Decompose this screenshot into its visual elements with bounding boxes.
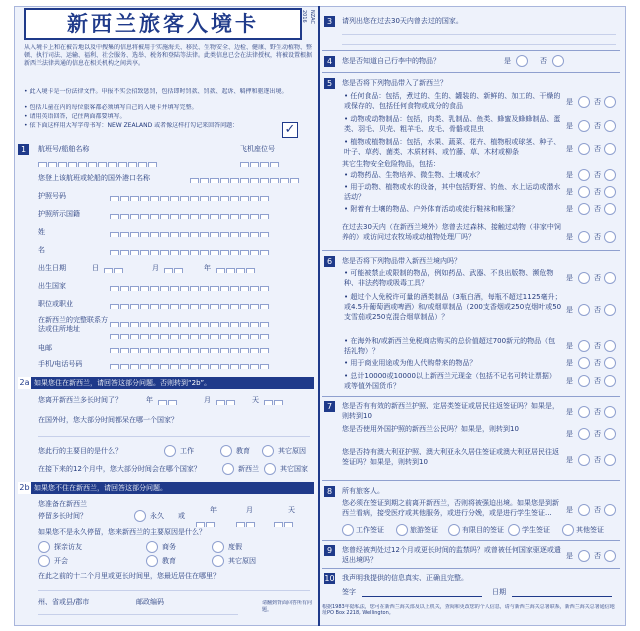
q7-yes-label: 是 — [566, 408, 573, 416]
next-other-radio[interactable] — [264, 463, 276, 475]
last-residence-line[interactable] — [38, 590, 310, 591]
passport-country-input[interactable] — [110, 208, 312, 219]
section-number: 1 — [18, 144, 29, 155]
last-residence-label: 在此之前的十二个月里或更长时间里，您最近居住在哪里？ — [38, 572, 220, 580]
q7-item: 您是否有有效的新西兰护照、定居类签证或居民往返签证吗？如果是，则转到10 — [342, 402, 559, 420]
given-name-label: 名 — [38, 246, 45, 254]
reason-visiting-label: 探亲访友 — [54, 543, 82, 551]
next-nz-label: 新西兰 — [238, 465, 259, 473]
q6-alcohol-no[interactable] — [604, 304, 616, 316]
birth-country-input[interactable] — [110, 280, 312, 291]
reason-conference-label: 开会 — [54, 557, 68, 565]
dob-year-input[interactable] — [216, 262, 264, 273]
surname-input[interactable] — [110, 226, 312, 237]
q7-yes-label: 是 — [566, 430, 573, 438]
q6-item: • 可能被禁止或限制的物品，例如药品、武器、不良出版物、濒危物种、非法药物或吸毒工具？ — [344, 268, 562, 288]
q6-no-label: 否 — [594, 306, 601, 314]
q10-text: 我声明我提供的信息真实、正确且完整。 — [342, 574, 468, 582]
reason-business-radio[interactable] — [146, 541, 158, 553]
q5-medicine-no[interactable] — [604, 169, 616, 181]
q5-yes-label: 是 — [566, 171, 573, 179]
time-away-days[interactable] — [264, 394, 288, 405]
signature-line[interactable] — [362, 596, 482, 597]
q5-no-label: 否 — [594, 171, 601, 179]
stay-unit-month: 月 — [246, 506, 253, 514]
q6-no-label: 否 — [594, 274, 601, 282]
privacy-footer: 根据1983年隐私法，您可在新西兰海关部及以上机关，查阅和更改您的个人信息，请与新西兰海关总署联系，新西兰海关总署通信地址PO Box 2218, Wellington。 — [322, 604, 615, 616]
question-number: 3 — [324, 16, 335, 27]
email-input[interactable] — [110, 342, 312, 353]
visa-limited-radio[interactable] — [448, 524, 460, 536]
country-spent-label: 在国外时，您大部分时间都呆在哪一个国家？ — [38, 416, 178, 424]
stay-or-label: 或 — [178, 512, 185, 520]
q5-item: • 用于动物、植物或水的设备，其中包括野营、钓鱼、水上运动或潜水活动？ — [344, 182, 562, 202]
date-line[interactable] — [512, 596, 612, 597]
q4-yes-radio[interactable] — [516, 55, 528, 67]
form-code: NZAC 2016 — [301, 10, 315, 24]
stay-permanent-radio[interactable] — [134, 510, 146, 522]
q5-no-label: 否 — [594, 188, 601, 196]
divider — [322, 250, 620, 251]
visa-other-radio[interactable] — [562, 524, 574, 536]
stay-unit-year: 年 — [210, 506, 217, 514]
port-input[interactable] — [190, 172, 312, 183]
question-number: 4 — [324, 56, 335, 67]
q8-yes-radio[interactable] — [578, 504, 590, 516]
dob-label: 出生日期 — [38, 264, 66, 272]
reason-business-label: 商务 — [162, 543, 176, 551]
date-label: 日期 — [492, 588, 506, 596]
reason-holiday-radio[interactable] — [212, 541, 224, 553]
q6-restricted-no[interactable] — [604, 272, 616, 284]
q7-citizen-yes[interactable] — [578, 428, 590, 440]
reason-education-label: 教育 — [162, 557, 176, 565]
q5-yes-label: 是 — [566, 122, 573, 130]
reason-other-radio[interactable] — [212, 555, 224, 567]
q3-text: 请列出您在过去30天内曾去过的国家。 — [342, 17, 463, 25]
purpose-other-label: 其它原因 — [278, 447, 306, 455]
q7-australia-yes[interactable] — [578, 454, 590, 466]
q8-no-radio[interactable] — [604, 504, 616, 516]
q5-animal-yes[interactable] — [578, 120, 590, 132]
q6-yes-label: 是 — [566, 377, 573, 385]
q5-item: • 任何食品：包括，煮过的、生的、罐装的、新鲜的、加工的、干燥的或保存的、包括任何食物或成分的食品 — [344, 91, 562, 111]
section-2b-title: 如果您不住在新西兰，请回答这部分问题。 — [34, 484, 167, 492]
q3-line-1[interactable] — [342, 34, 616, 35]
occupation-label: 职位或职业 — [38, 300, 73, 308]
address-input-line2[interactable] — [110, 328, 312, 339]
next-12-months-label: 在接下来的12个月中，您大部分时间会在哪个国家？ — [38, 465, 201, 473]
question-number: 9 — [324, 545, 335, 556]
question-number: 10 — [324, 574, 335, 583]
q7-nz-passport-no[interactable] — [604, 406, 616, 418]
dob-month-label: 月 — [152, 264, 159, 272]
q9-no-radio[interactable] — [604, 550, 616, 562]
stay-years-input[interactable] — [196, 516, 220, 527]
q5-text: 您是否将下列物品带入了新西兰？ — [342, 79, 447, 87]
purpose-work-label: 工作 — [180, 447, 194, 455]
reason-conference-radio[interactable] — [38, 555, 50, 567]
column-divider — [318, 6, 320, 626]
q9-text: 您曾经被判处过12个月或更长时间的监禁吗？或曾被任何国家驱逐或遣返出境吗？ — [342, 546, 561, 564]
stay-days-input[interactable] — [274, 516, 298, 527]
q5-no-label: 否 — [594, 233, 601, 241]
q5-soil-yes[interactable] — [578, 203, 590, 215]
passport-country-label: 护照所示国籍 — [38, 210, 80, 218]
stay-length-label-2: 停留多长时间？ — [38, 512, 87, 520]
purpose-other-radio[interactable] — [262, 445, 274, 457]
q6-cash-yes[interactable] — [578, 375, 590, 387]
reason-other-label: 其它原因 — [228, 557, 256, 565]
q5-equipment-no[interactable] — [604, 186, 616, 198]
q8-yes-label: 是 — [566, 506, 573, 514]
occupation-input[interactable] — [110, 298, 312, 309]
visa-work-radio[interactable] — [342, 524, 354, 536]
visa-student-label: 学生签证 — [522, 526, 550, 534]
q5-yes-label: 是 — [566, 98, 573, 106]
q6-yes-label: 是 — [566, 359, 573, 367]
q6-item: • 超过个人免税许可量的酒类制品（3瓶白酒，每瓶不超过1125毫升；或4.5升葡萄酒或啤酒）和/或烟草制品（200支香烟或250克烟叶或50支雪茄或250克混合烟草制品）？ — [344, 292, 562, 332]
q7-citizen-no[interactable] — [604, 428, 616, 440]
intro-bullet: • 依下面这样用大写字母书写：NEW ZEALAND 或者像这样打勾记来回答问题： — [24, 122, 294, 131]
q8-text: 所有旅客人。 — [342, 487, 384, 495]
q7-item: 您是否持有澳大利亚护照、澳大利亚永久居住签证或澳大利亚居民往返签证吗？如果是，则转到10 — [342, 448, 559, 466]
divider — [322, 72, 620, 73]
q6-commercial-yes[interactable] — [578, 357, 590, 369]
q7-no-label: 否 — [594, 456, 601, 464]
q7-nz-passport-yes[interactable] — [578, 406, 590, 418]
visa-other-label: 其他签证 — [576, 526, 604, 534]
stay-unit-day: 天 — [288, 506, 295, 514]
purpose-education-radio[interactable] — [220, 445, 232, 457]
q6-restricted-yes[interactable] — [578, 272, 590, 284]
time-away-label: 您离开新西兰多长时间了？ — [38, 396, 122, 404]
address-input-line1[interactable] — [110, 316, 312, 327]
phone-input[interactable] — [110, 358, 312, 369]
q6-commercial-no[interactable] — [604, 357, 616, 369]
q7-item: 您是否使用外国护照的新西兰公民吗？如果是，则转到10 — [342, 425, 519, 433]
passport-label: 护照号码 — [38, 192, 66, 200]
unit-month: 月 — [204, 396, 211, 404]
q9-no-label: 否 — [594, 552, 601, 560]
q6-text: 您是否将下列物品带入新西兰境内吗？ — [342, 257, 461, 265]
stay-months-input[interactable] — [236, 516, 260, 527]
state-line[interactable] — [38, 614, 238, 615]
purpose-education-label: 教育 — [236, 447, 250, 455]
visa-limited-label: 有限目的签证 — [462, 526, 504, 534]
q6-yes-label: 是 — [566, 306, 573, 314]
q6-dutyfree-no[interactable] — [604, 340, 616, 352]
q6-dutyfree-yes[interactable] — [578, 340, 590, 352]
q6-alcohol-yes[interactable] — [578, 304, 590, 316]
q5-item: • 动物药品、生物培养、微生物、土壤或水？ — [344, 170, 562, 181]
postcode-label: 邮政编码 — [136, 598, 164, 606]
q5-soil-no[interactable] — [604, 203, 616, 215]
q5-yes-label: 是 — [566, 233, 573, 241]
intro-paragraph: 从入境卡上和在被告地以及中搜集的信息将被用于实施海关、移民、生物安全、边检、健康、野生动植物、整顿、执行司法、运输、福利、社会服务、选举、税务和登陆等法律。此类信息已会在法律授权，将被设置根据新西兰法律共通的信息在相关机构之间共享。 — [24, 44, 313, 67]
q5-plant-no[interactable] — [604, 143, 616, 155]
country-spent-line[interactable] — [38, 436, 310, 437]
q6-no-label: 否 — [594, 359, 601, 367]
section-2a-bar — [18, 377, 314, 389]
q5-equipment-yes[interactable] — [578, 186, 590, 198]
unit-year: 年 — [146, 396, 153, 404]
section-2b-bar — [18, 482, 314, 494]
checkmark-example-icon: ✓ — [282, 122, 298, 138]
q8-detail: 您必须在签证到期之前离开新西兰，否则将被强迫出境。如果您是到新西兰看病，接受医疗或其他服务，或进行分娩，或是进行学生签证... — [342, 499, 559, 517]
address-label: 在新西兰的完整联系方法或住所地址 — [38, 316, 108, 333]
intro-bullet: • 请用英语回答，记住两面都要填写。 — [24, 113, 316, 122]
q9-yes-radio[interactable] — [578, 550, 590, 562]
next-nz-radio[interactable] — [222, 463, 234, 475]
question-number: 6 — [324, 256, 335, 267]
dob-year-label: 年 — [204, 264, 211, 272]
divider — [322, 480, 620, 481]
reason-visiting-radio[interactable] — [38, 541, 50, 553]
port-label: 您登上该航班或轮船的国外港口名称 — [38, 174, 150, 182]
q5-no-label: 否 — [594, 145, 601, 153]
q5-no-label: 否 — [594, 122, 601, 130]
q5-item: • 动物或动物制品：包括，肉类、乳制品、鱼类、蜂蜜及蜂蜂制品、蛋类、羽毛、贝壳、粗羊毛、皮毛、骨骼或昆虫 — [344, 114, 562, 134]
q5-food-yes[interactable] — [578, 96, 590, 108]
q6-no-label: 否 — [594, 342, 601, 350]
main-purpose-label: 您此行的主要目的是什么？ — [38, 447, 122, 455]
q5-farm-yes[interactable] — [578, 231, 590, 243]
reason-holiday-label: 度假 — [228, 543, 242, 551]
page-title: 新西兰旅客入境卡 — [24, 8, 302, 40]
q7-australia-no[interactable] — [604, 454, 616, 466]
q5-yes-label: 是 — [566, 145, 573, 153]
passport-input[interactable] — [110, 190, 312, 201]
visa-visitor-label: 旅游签证 — [410, 526, 438, 534]
surname-label: 姓 — [38, 228, 45, 236]
intro-bullet: • 此入境卡是一份法律文件。申报不实会招致惩罚，包括即时罚款、罚款、起诉、羁押和驱逐出境。 — [24, 88, 316, 104]
next-other-label: 其它国家 — [280, 465, 308, 473]
q3-line-2[interactable] — [342, 44, 616, 45]
q6-item: • 总计10000或10000以上新西兰元现金（包括不记名可转让票据）或等值外国货币？ — [344, 371, 562, 391]
visa-work-label: 工作签证 — [356, 526, 384, 534]
stay-permanent-label: 永久 — [150, 512, 164, 520]
dob-month-input[interactable] — [164, 262, 188, 273]
seat-input[interactable] — [240, 156, 300, 167]
divider — [322, 540, 620, 541]
q5-food-no[interactable] — [604, 96, 616, 108]
q5-plant-yes[interactable] — [578, 143, 590, 155]
section-number: 2b — [19, 483, 30, 492]
q5-item: • 植物或植物制品：包括，水果、蔬菜、花卉、植物根或球茎、种子、叶子、草药、菌类、木质材料、或竹藤、草、木材或柳条 — [344, 137, 562, 157]
q7-no-label: 否 — [594, 408, 601, 416]
q8-no-label: 否 — [594, 506, 601, 514]
reason-education-radio[interactable] — [146, 555, 158, 567]
turn-over-note: 请翻到背面回答所有问题。 — [262, 600, 313, 613]
unit-day: 天 — [252, 396, 259, 404]
q5-yes-label: 是 — [566, 188, 573, 196]
dob-day-input[interactable] — [104, 262, 128, 273]
q6-yes-label: 是 — [566, 342, 573, 350]
signature-label: 签字 — [342, 588, 356, 596]
question-number: 7 — [324, 401, 335, 412]
q4-yes-label: 是 — [504, 57, 511, 65]
dob-day-label: 日 — [92, 264, 99, 272]
seat-label: 飞机座位号 — [240, 145, 275, 153]
q5-farm-no[interactable] — [604, 231, 616, 243]
given-name-input[interactable] — [110, 244, 312, 255]
flight-input[interactable] — [38, 156, 188, 167]
q5-no-label: 否 — [594, 205, 601, 213]
question-number: 8 — [324, 486, 335, 497]
q5-medicine-yes[interactable] — [578, 169, 590, 181]
q5-yes-label: 是 — [566, 205, 573, 213]
q5-extra-text: 在过去30天内（在新西兰境外）您曾去过森林、接触过动物（非家中饲养的）或访问过农牧场或动植物处理厂吗？ — [342, 223, 561, 241]
intro-bullet: • 包括儿童在内的每位旅客都必须填写自己的入境卡并填写完整。 — [24, 104, 316, 113]
visit-reason-label: 如果您不是永久停留，您来新西兰的主要原因是什么？ — [38, 528, 206, 536]
stay-length-label: 您准备在新西兰 — [38, 500, 87, 508]
q5-other-heading: 其它生物安全危险物品，包括： — [342, 160, 440, 168]
q7-yes-label: 是 — [566, 456, 573, 464]
q4-no-label: 否 — [540, 57, 547, 65]
q7-no-label: 否 — [594, 430, 601, 438]
q9-yes-label: 是 — [566, 552, 573, 560]
phone-label: 手机/电话号码 — [38, 360, 83, 368]
intro-bullets — [24, 88, 316, 131]
q6-yes-label: 是 — [566, 274, 573, 282]
q6-item: • 在海外和/或新西兰免税商店购买的总价值超过700新元的物品（包括礼物）？ — [344, 336, 562, 356]
section-2a-title: 如果您住在新西兰，请回答这部分问题。否则转到“2b”。 — [34, 379, 212, 387]
q4-no-radio[interactable] — [552, 55, 564, 67]
visa-visitor-radio[interactable] — [396, 524, 408, 536]
visa-student-radio[interactable] — [508, 524, 520, 536]
divider — [322, 396, 620, 397]
divider — [322, 568, 620, 569]
q6-cash-no[interactable] — [604, 375, 616, 387]
time-away-months[interactable] — [216, 394, 240, 405]
flight-label: 航班号/船舶名称 — [38, 145, 90, 153]
birth-country-label: 出生国家 — [38, 282, 66, 290]
section-number: 2a — [19, 378, 30, 387]
question-number: 5 — [324, 78, 335, 89]
q5-no-label: 否 — [594, 98, 601, 106]
time-away-years[interactable] — [158, 394, 182, 405]
state-label: 州、省或县/郡市 — [38, 598, 90, 606]
q6-no-label: 否 — [594, 377, 601, 385]
email-label: 电邮 — [38, 344, 52, 352]
q6-item: • 用于商业用途或为他人代购带来的物品？ — [344, 358, 562, 369]
purpose-work-radio[interactable] — [164, 445, 176, 457]
divider — [322, 50, 620, 51]
q4-text: 您是否知道自己行李中的物品？ — [342, 57, 440, 65]
q5-animal-no[interactable] — [604, 120, 616, 132]
q5-item: • 附着有土壤的物品、户外体育活动或徒行鞋袜和帐篷？ — [344, 204, 562, 215]
